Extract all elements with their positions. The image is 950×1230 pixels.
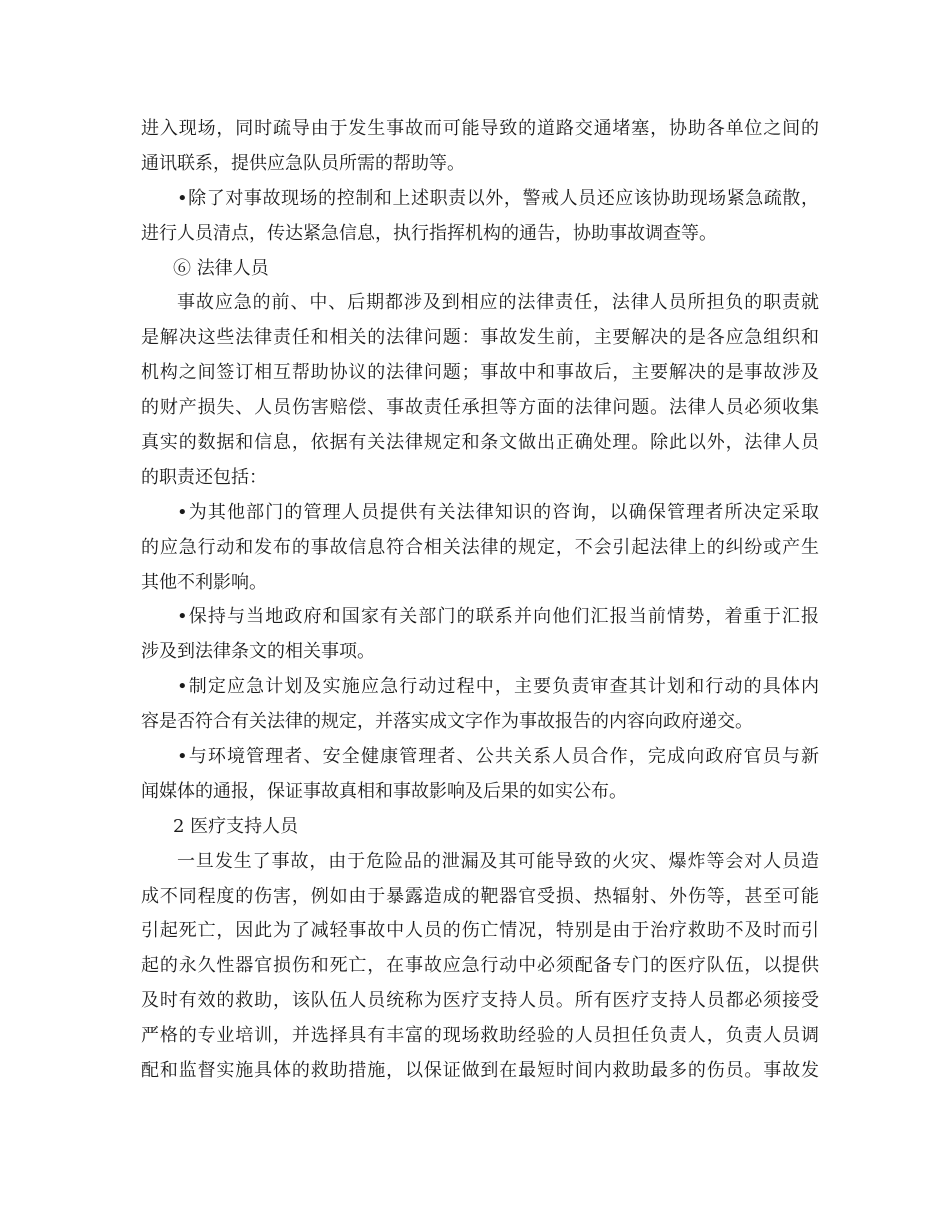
text-line: 严格的专业培训，并选择具有丰富的现场救助经验的人员担任负责人，负责人员调 [141,1025,819,1047]
text-line: 通讯联系，提供应急队员所需的帮助等。 [141,152,465,174]
bullet-line: •保持与当地政府和国家有关部门的联系并向他们汇报当前情势，着重于汇报 [177,606,819,628]
text-line: 及时有效的救助，该队伍人员统称为医疗支持人员。所有医疗支持人员都必须接受 [141,990,819,1012]
text-line: 成不同程度的伤害，例如由于暴露造成的靶器官受损、热辐射、外伤等，甚至可能 [141,885,819,907]
text-line: 进入现场，同时疏导由于发生事故而可能导致的道路交通堵塞，协助各单位之间的 [141,118,819,139]
text-line: 是解决这些法律责任和相关的法律问题：事故发生前，主要解决的是各应急组织和 [141,327,819,349]
document-body [141,112,819,1089]
text-line: 引起死亡，因此为了减轻事故中人员的伤亡情况，特别是由于治疗救助不及时而引 [141,920,819,942]
text-line: 容是否符合有关法律的规定，并落实成文字作为事故报告的内容向政府递交。 [141,711,753,733]
text-line: 其他不利影响。 [141,571,267,593]
text-line: 闻媒体的通报，保证事故真相和事故影响及后果的如实公布。 [141,780,627,802]
text-line: 配和监督实施具体的救助措施，以保证做到在最短时间内救助最多的伤员。事故发 [141,1060,819,1082]
bullet-line: •制定应急计划及实施应急行动过程中，主要负责审查其计划和行动的具体内 [177,676,819,698]
bullet-line: •与环境管理者、安全健康管理者、公共关系人员合作，完成向政府官员与新 [177,746,819,768]
text-line: 涉及到法律条文的相关事项。 [141,641,375,663]
bullet-line: •为其他部门的管理人员提供有关法律知识的咨询，以确保管理者所决定采取 [177,501,819,523]
text-line: 进行人员清点，传达紧急信息，执行指挥机构的通告，协助事故调查等。 [141,222,717,244]
paragraph-start-line: 一旦发生了事故，由于危险品的泄漏及其可能导致的火灾、爆炸等会对人员造 [177,850,819,872]
text-line: 的职责还包括： [141,466,267,488]
text-line: 机构之间签订相互帮助协议的法律问题；事故中和事故后，主要解决的是事故涉及 [141,362,819,384]
bullet-line: •除了对事故现场的控制和上述职责以外，警戒人员还应该协助现场紧急疏散， [177,187,819,209]
paragraph-start-line: 事故应急的前、中、后期都涉及到相应的法律责任，法律人员所担负的职责就 [177,292,819,314]
text-line: 的财产损失、人员伤害赔偿、事故责任承担等方面的法律问题。法律人员必须收集 [141,397,819,419]
section-heading: ⑥ 法律人员 [173,257,269,279]
text-line: 起的永久性器官损伤和死亡，在事故应急行动中必须配备专门的医疗队伍，以提供 [141,955,819,977]
text-line: 真实的数据和信息，依据有关法律规定和条文做出正确处理。除此以外，法律人员 [141,432,819,454]
text-line: 的应急行动和发布的事故信息符合相关法律的规定，不会引起法律上的纠纷或产生 [141,536,819,558]
section-heading: 2 医疗支持人员 [173,815,299,837]
